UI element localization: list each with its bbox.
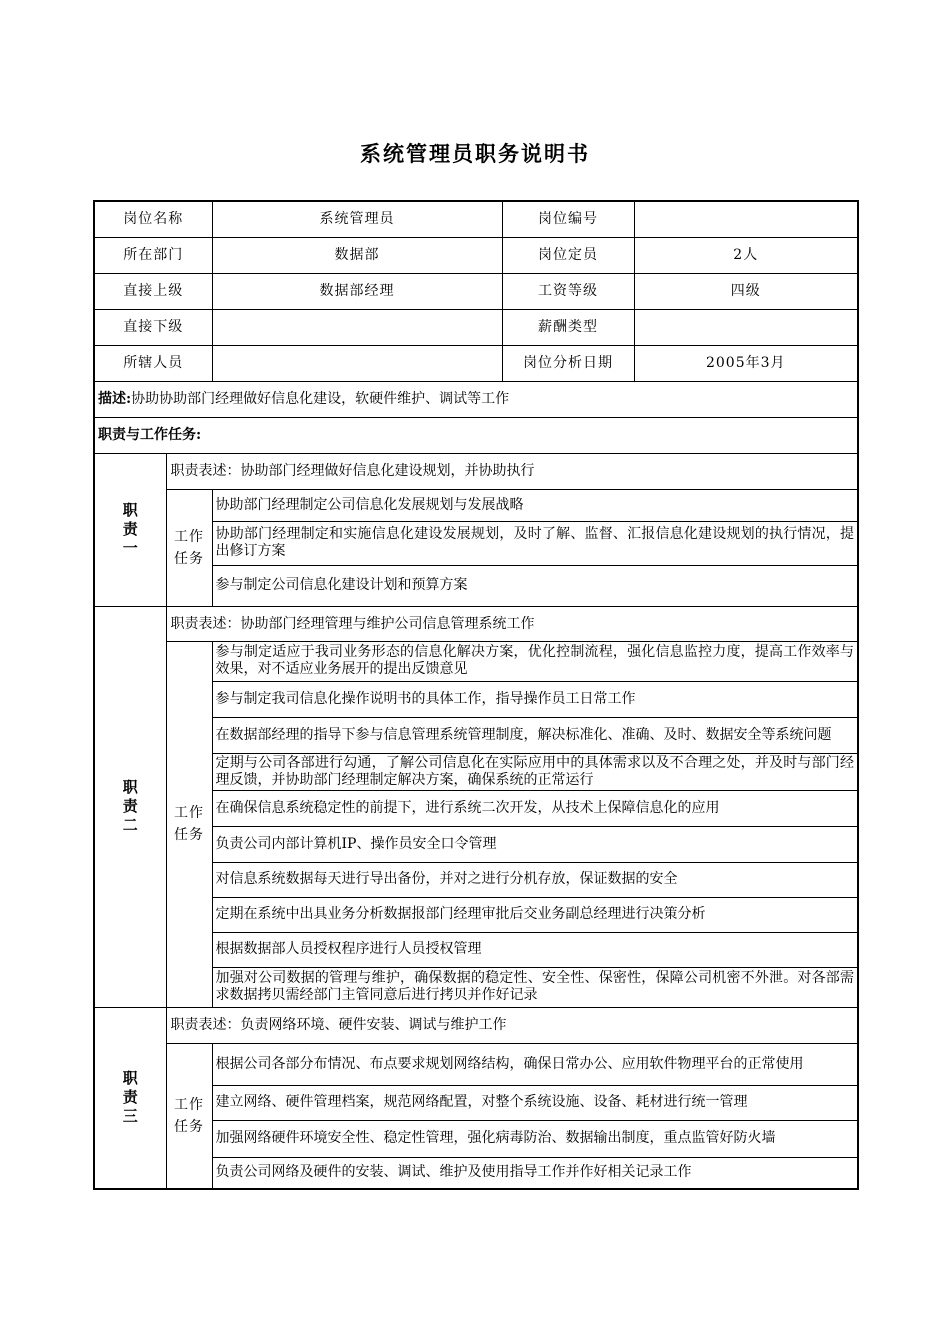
description-label: 描述:: [98, 391, 132, 407]
task-row: [94, 641, 858, 681]
info-value: [212, 345, 502, 381]
info-row: [94, 237, 858, 273]
duty-statement: 职责表述：负责网络环境、硬件安装、调试与维护工作: [166, 1007, 858, 1043]
info-value: 四级: [634, 273, 858, 309]
task-row: [94, 1043, 858, 1085]
info-value: 系统管理员: [212, 201, 502, 237]
duty-label: 职 责 三: [94, 1007, 166, 1189]
task-row: [94, 489, 858, 521]
info-value: 2005年3月: [634, 345, 858, 381]
duty-label: 职 责 二: [94, 606, 166, 1007]
task-item: 定期在系统中出具业务分析数据报部门经理审批后交业务副总经理进行决策分析: [212, 897, 858, 932]
duty-statement-row: [94, 453, 858, 489]
task-label: 工作 任务: [166, 641, 212, 1007]
info-label: 岗位分析日期: [502, 345, 634, 381]
info-row: [94, 201, 858, 237]
info-value: 2人: [634, 237, 858, 273]
duty-label: 职 责 一: [94, 453, 166, 606]
task-item: 根据公司各部分布情况、布点要求规划网络结构，确保日常办公、应用软件物理平台的正常使用: [212, 1043, 858, 1085]
info-value: [212, 309, 502, 345]
info-label: 岗位编号: [502, 201, 634, 237]
task-item: 在确保信息系统稳定性的前提下，进行系统二次开发，从技术上保障信息化的应用: [212, 790, 858, 826]
info-value: 数据部经理: [212, 273, 502, 309]
task-item: 负责公司内部计算机IP、操作员安全口令管理: [212, 826, 858, 862]
duty-statement-row: [94, 1007, 858, 1043]
task-item: 建立网络、硬件管理档案，规范网络配置，对整个系统设施、设备、耗材进行统一管理: [212, 1085, 858, 1120]
description-cell: [94, 381, 858, 417]
info-label: 所辖人员: [94, 345, 212, 381]
task-item: 加强对公司数据的管理与维护，确保数据的稳定性、安全性、保密性，保障公司机密不外泄。对各部需求数据拷贝需经部门主管同意后进行拷贝并作好记录: [212, 967, 858, 1007]
info-row: [94, 309, 858, 345]
task-item: 参与制定适应于我司业务形态的信息化解决方案，优化控制流程，强化信息监控力度，提高工作效率与效果，对不适应业务展开的提出反馈意见: [212, 641, 858, 681]
task-item: 根据数据部人员授权程序进行人员授权管理: [212, 932, 858, 967]
info-value: [634, 201, 858, 237]
duties-header-row: [94, 417, 858, 453]
description-text: 协助协助部门经理做好信息化建设，软硬件维护、调试等工作: [131, 391, 510, 407]
duty-statement: 职责表述：协助部门经理做好信息化建设规划，并协助执行: [166, 453, 858, 489]
document-title: 系统管理员职务说明书: [360, 141, 590, 166]
info-label: 直接下级: [94, 309, 212, 345]
job-description-table: [93, 200, 859, 1190]
task-item: 负责公司网络及硬件的安装、调试、维护及使用指导工作并作好相关记录工作: [212, 1157, 858, 1189]
info-label: 岗位定员: [502, 237, 634, 273]
info-row: [94, 273, 858, 309]
duty-statement-row: [94, 606, 858, 641]
task-item: 定期与公司各部进行勾通，了解公司信息化在实际应用中的具体需求以及不合理之处，并及时与部门经理反馈，并协助部门经理制定解决方案，确保系统的正常运行: [212, 753, 858, 790]
task-item: 对信息系统数据每天进行导出备份，并对之进行分机存放，保证数据的安全: [212, 862, 858, 897]
task-item: 加强网络硬件环境安全性、稳定性管理，强化病毒防治、数据输出制度，重点监管好防火墙: [212, 1120, 858, 1157]
info-label: 直接上级: [94, 273, 212, 309]
task-label: 工作 任务: [166, 489, 212, 606]
info-value: 数据部: [212, 237, 502, 273]
info-label: 所在部门: [94, 237, 212, 273]
task-label: 工作 任务: [166, 1043, 212, 1189]
info-row: [94, 345, 858, 381]
task-item: 在数据部经理的指导下参与信息管理系统管理制度，解决标准化、准确、及时、数据安全等系统问题: [212, 717, 858, 753]
description-row: [94, 381, 858, 417]
info-label: 薪酬类型: [502, 309, 634, 345]
task-item: 参与制定公司信息化建设计划和预算方案: [212, 565, 858, 606]
info-label: 工资等级: [502, 273, 634, 309]
info-label: 岗位名称: [94, 201, 212, 237]
info-value: [634, 309, 858, 345]
task-item: 协助部门经理制定和实施信息化建设发展规划，及时了解、监督、汇报信息化建设规划的执行情况，提出修订方案: [212, 521, 858, 565]
task-item: 协助部门经理制定公司信息化发展规划与发展战略: [212, 489, 858, 521]
task-item: 参与制定我司信息化操作说明书的具体工作，指导操作员工日常工作: [212, 681, 858, 717]
duties-header: 职责与工作任务:: [94, 417, 858, 453]
duty-statement: 职责表述：协助部门经理管理与维护公司信息管理系统工作: [166, 606, 858, 641]
